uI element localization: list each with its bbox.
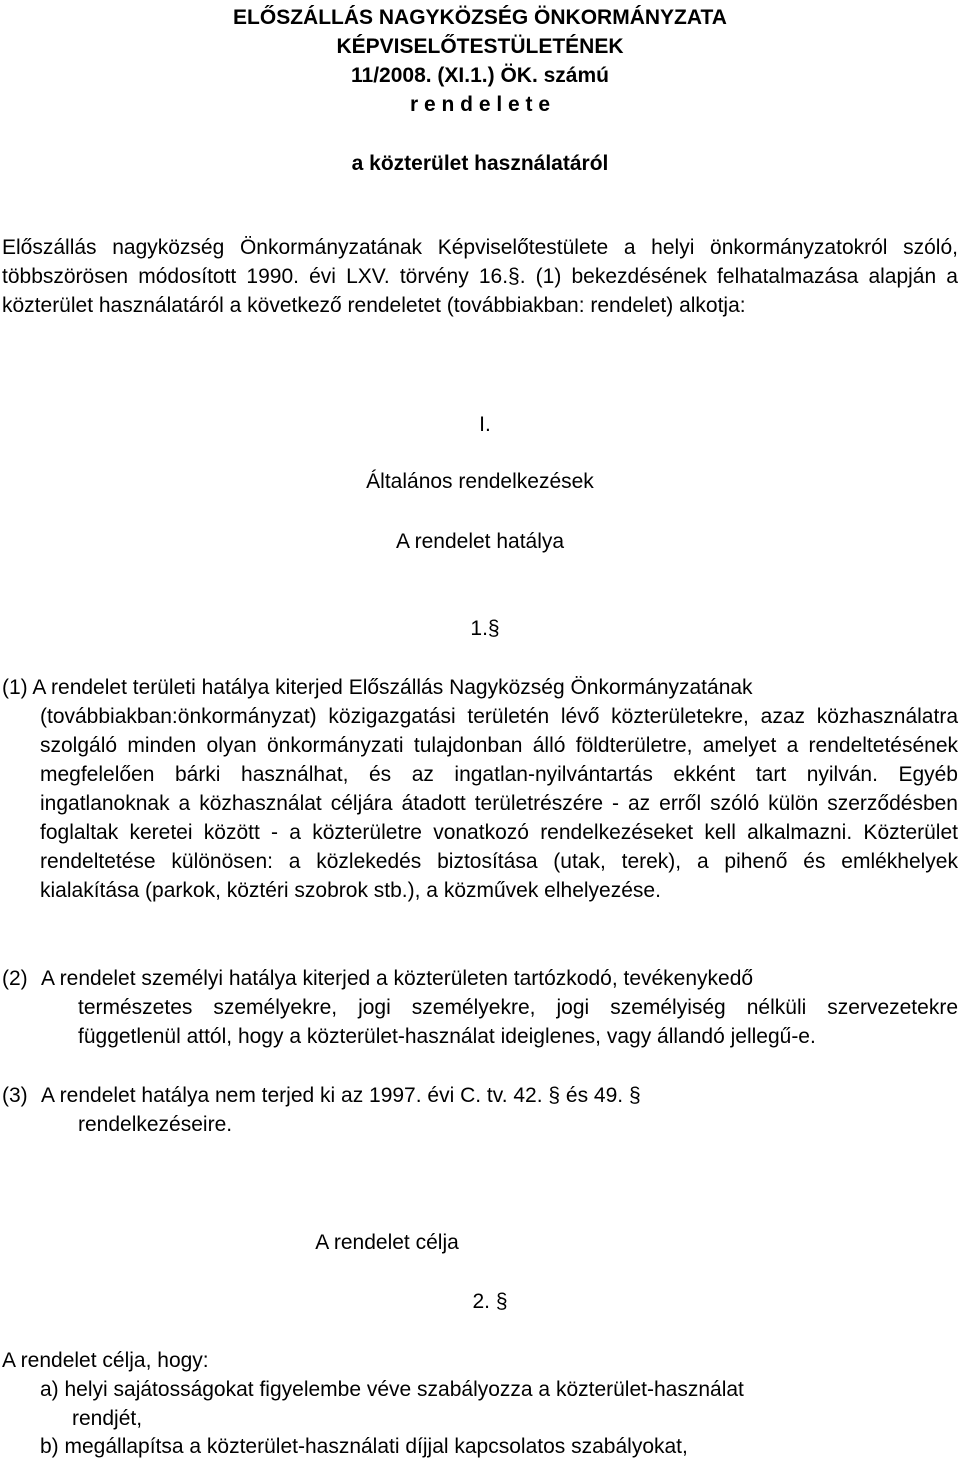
section-number-1-text: 1.§	[470, 617, 500, 640]
paragraph-1-first-line: (1) A rendelet területi hatálya kiterjed Előszállás Nagyközség Önkormányzatának	[2, 676, 753, 699]
paragraph-2	[2, 964, 958, 1051]
section-number-2	[0, 1287, 960, 1316]
chapter-number-text: I.	[479, 413, 491, 436]
purpose-intro: A rendelet célja, hogy:	[2, 1349, 209, 1372]
paragraph-2-body: természetes személyekre, jogi személyekre, jogi személyiség nélküli szervezetekre függetlenül attól, hogy a közterület-használat ideiglenes, vagy állandó jellegű-e.	[78, 996, 958, 1048]
section-title-purpose: A rendelet célja	[315, 1231, 459, 1254]
paragraph-1-body: (továbbiakban:önkormányzat) közigazgatási területén lévő közterületekre, azaz közhasználatra szolgáló minden olyan önkormányzati tulajdonban álló földterületre, amelyet a rendeltetésének megfelelően bárki használhat, és az ingatlan-nyilvántartás ekként tart nyilván. Egyéb ingatlanoknak a közhasználat céljára átadott területrészére - az erről szóló külön szerződésben foglaltak keretei között - a közterületre vonatkozó rendelkezéseket kell alkalmazni. Közterület rendeltetése különösen: a közlekedés biztosítása (utak, terek), a pihenő és emlékhelyek kialakítása (parkok, köztéri szobrok stb.), a közművek elhelyezése.	[40, 705, 958, 902]
purpose-item-a-first-line: a) helyi sajátosságokat figyelembe véve szabályozza a közterület-használat	[40, 1378, 744, 1401]
paragraph-3-number: (3)	[2, 1084, 28, 1107]
preamble-paragraph: Előszállás nagyközség Önkormányzatának Képviselőtestülete a helyi önkormányzatokról szóló, többszörösen módosított 1990. évi LXV. törvény 16.§. (1) bekezdésének felhatalmazása alapján a közterület használatáról a következő rendeletet (továbbiakban: rendelet) alkotja:	[2, 236, 958, 317]
section-title-scope: A rendelet hatálya	[395, 530, 565, 553]
paragraph-2-first-line: A rendelet személyi hatálya kiterjed a közterületen tartózkodó, tevékenykedő	[41, 967, 754, 990]
chapter-number	[0, 410, 960, 439]
document-subtitle: a közterület használatáról	[351, 152, 609, 175]
paragraph-3-body: rendelkezéseire.	[78, 1113, 233, 1136]
purpose-item-b	[40, 1432, 940, 1461]
purpose-item-a	[40, 1375, 940, 1433]
paragraph-2-number: (2)	[2, 967, 28, 990]
header-line-decree: r e n d e l e t e	[409, 93, 551, 116]
purpose-item-a-continuation: rendjét,	[72, 1407, 143, 1430]
paragraph-1	[2, 673, 958, 905]
paragraph-3	[2, 1081, 958, 1139]
section-number-1	[0, 614, 960, 643]
purpose-item-b-first-line: b) megállapítsa a közterület-használati díjjal kapcsolatos szabályokat,	[40, 1435, 688, 1458]
header-line-municipality: ELŐSZÁLLÁS NAGYKÖZSÉG ÖNKORMÁNYZATA	[233, 6, 727, 29]
section-number-2-text: 2. §	[472, 1290, 508, 1313]
header-line-council: KÉPVISELŐTESTÜLETÉNEK	[336, 35, 624, 58]
header-line-number: 11/2008. (XI.1.) ÖK. számú	[351, 64, 609, 87]
paragraph-3-first-line: A rendelet hatálya nem terjed ki az 1997. évi C. tv. 42. § és 49. §	[41, 1084, 641, 1107]
chapter-title: Általános rendelkezések	[366, 470, 594, 493]
document-header	[0, 3, 960, 119]
